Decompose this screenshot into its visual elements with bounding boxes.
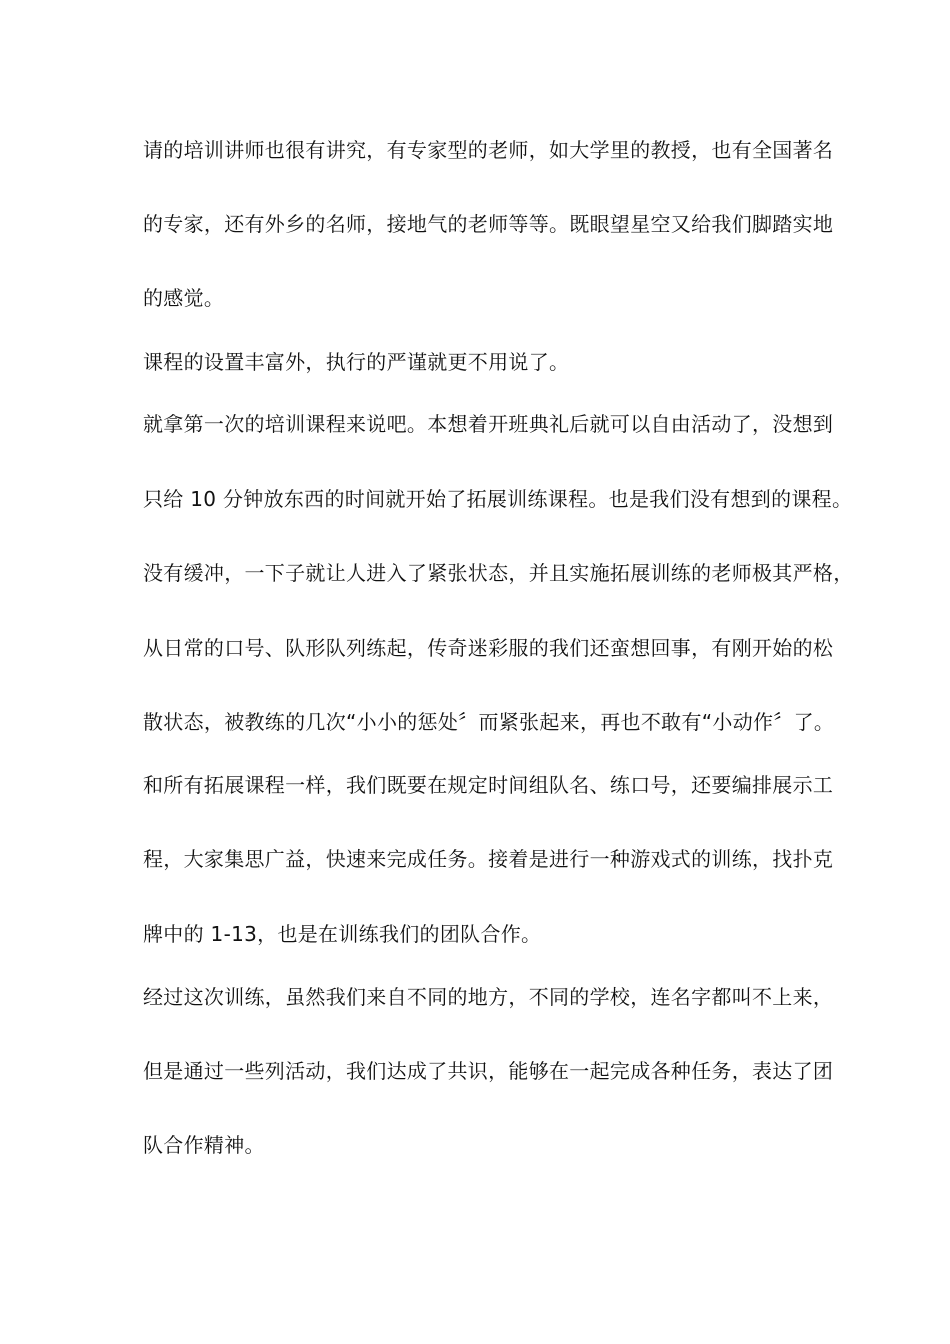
text-line: 就拿第一次的培训课程来说吧。本想着开班典礼后就可以自由活动了，没想到 [143,412,834,436]
text-line: 的感觉。 [143,286,225,310]
text-line: 经过这次训练，虽然我们来自不同的地方，不同的学校，连名字都叫不上来， [143,985,834,1009]
text-line: 程，大家集思广益，快速来完成任务。接着是进行一种游戏式的训练，找扑克 [143,847,834,871]
text-line: 但是通过一些列活动，我们达成了共识，能够在一起完成各种任务，表达了团 [143,1059,834,1083]
text-line: 没有缓冲，一下子就让人进入了紧张状态，并且实施拓展训练的老师极其严格， [143,561,854,585]
text-line: 的专家，还有外乡的名师，接地气的老师等等。既眼望星空又给我们脚踏实地 [143,212,834,236]
text-line: 牌中的 1-13，也是在训练我们的团队合作。 [143,922,542,946]
text-line: 和所有拓展课程一样，我们既要在规定时间组队名、练口号，还要编排展示工 [143,773,834,797]
text-line: 请的培训讲师也很有讲究，有专家型的老师，如大学里的教授，也有全国著名 [143,138,834,162]
text-line: 队合作精神。 [143,1133,265,1157]
text-line: 从日常的口号、队形队列练起，传奇迷彩服的我们还蛮想回事，有刚开始的松 [143,636,834,660]
text-line: 课程的设置丰富外，执行的严谨就更不用说了。 [143,350,570,374]
text-line: 散状态，被教练的几次“小小的惩处〞而紧张起来，再也不敢有“小动作〞了。 [143,710,835,734]
text-line: 只给 10 分钟放东西的时间就开始了拓展训练课程。也是我们没有想到的课程。 [143,487,853,511]
